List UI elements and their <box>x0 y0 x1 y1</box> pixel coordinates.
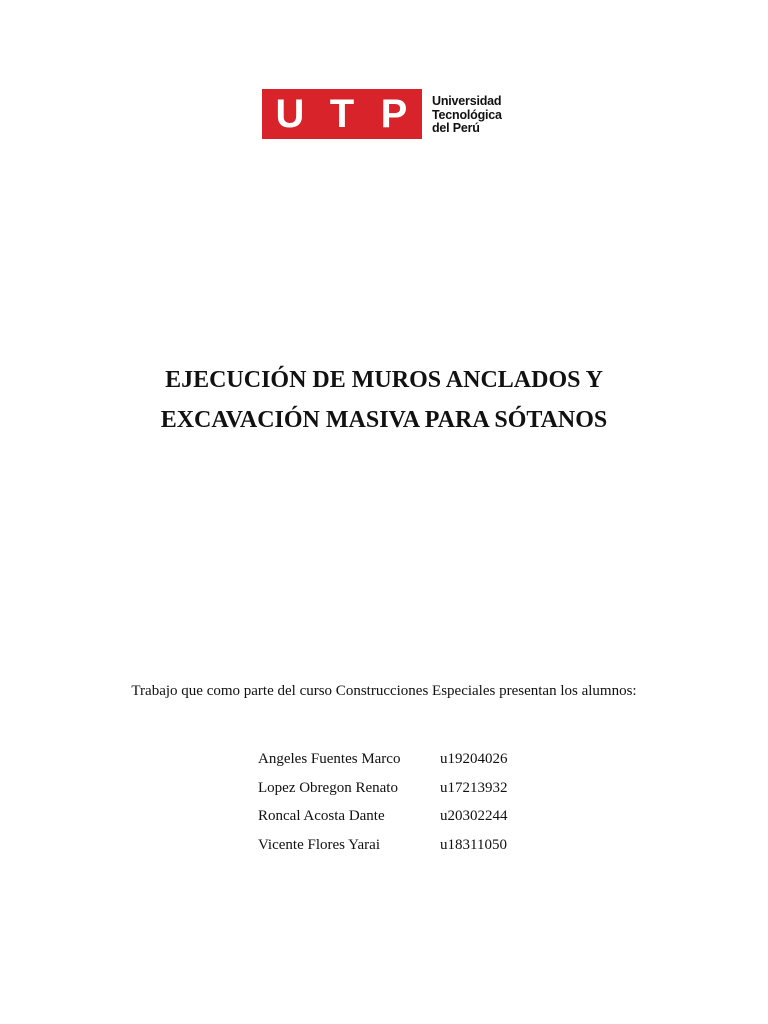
logo-letter-p: P <box>380 92 408 136</box>
title-line-2: EXCAVACIÓN MASIVA PARA SÓTANOS <box>160 407 608 433</box>
logo-letter-t: T <box>329 92 355 136</box>
student-code: u20302244 <box>440 808 508 824</box>
student-code: u19204026 <box>440 751 508 767</box>
student-name: Roncal Acosta Dante <box>258 808 385 824</box>
utp-logo-wordmark <box>432 95 502 136</box>
student-code: u17213932 <box>440 779 508 796</box>
document-title <box>0 360 768 440</box>
logo-line: del Perú <box>432 121 480 135</box>
student-name: Lopez Obregon Renato <box>258 779 398 796</box>
logo-line: Universidad <box>432 94 502 108</box>
logo-letter-u: U <box>275 92 305 136</box>
utp-logo-mark <box>262 89 422 139</box>
student-name: Angeles Fuentes Marco <box>258 751 401 767</box>
student-name: Vicente Flores Yarai <box>258 836 380 853</box>
intro-paragraph: Trabajo que como parte del curso Construcciones Especiales presentan los alumnos: <box>131 683 637 699</box>
utp-logo <box>262 89 512 139</box>
title-line-1: EJECUCIÓN DE MUROS ANCLADOS Y <box>165 367 603 393</box>
utp-logo-letters <box>262 89 422 139</box>
student-code: u18311050 <box>440 836 507 853</box>
logo-line: Tecnológica <box>432 107 502 122</box>
